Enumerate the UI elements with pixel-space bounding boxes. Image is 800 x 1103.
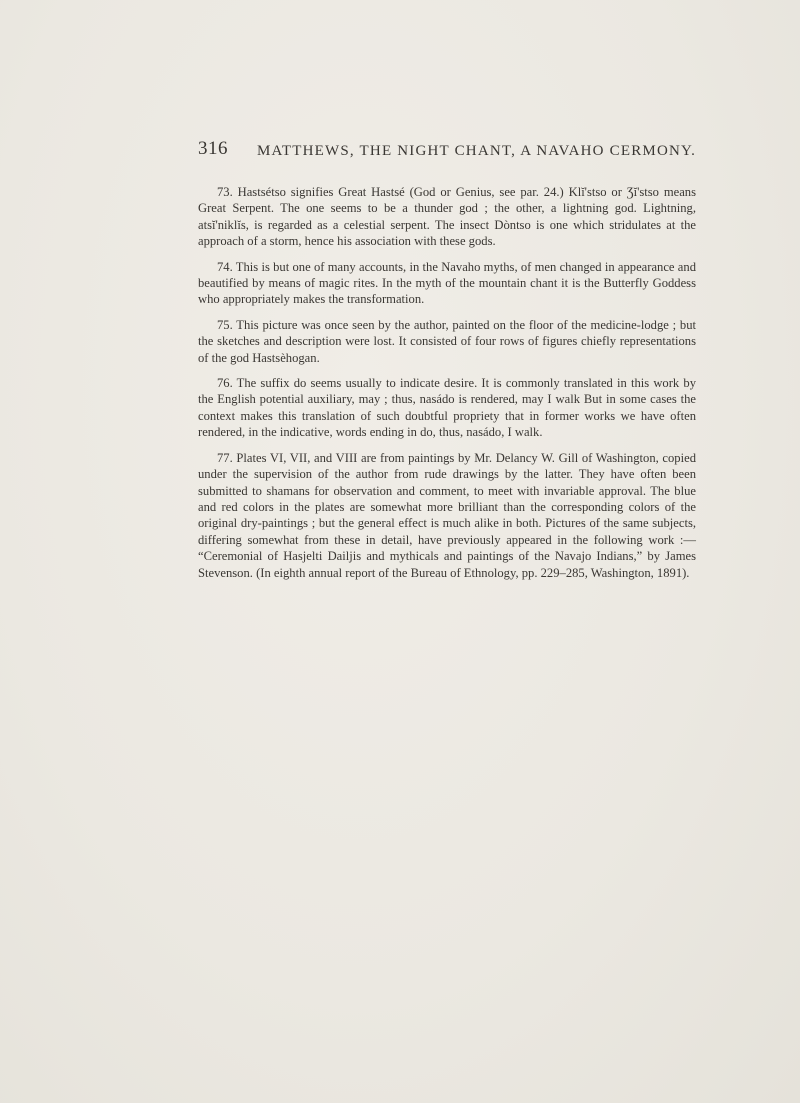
note-77: 77. Plates VI, VII, and VIII are from paintings by Mr. Delancy W. Gill of Washington, copied under the supervision of the author from rude drawings by the latter. They have often been submitted to shamans for observation and comment, to meet with invariable approval. The blue and red colors in the plates are somewhat more brilliant than the corresponding colors of the original dry-paintings ; but the general effect is much alike in both. Pictures of the same subjects, differing somewhat from these in detail, have previously appeared in the following work :— “Ceremonial of Hasjelti Dailjis and mythicals and paintings of the Navajo Indians,” by James Stevenson. (In eighth annual report of the Bureau of Ethnology, pp. 229–285, Washington, 1891). xyxy=(198,450,696,580)
note-76: 76. The suffix do seems usually to indicate desire. It is commonly translated in this work by the English potential auxiliary, may ; thus, nasádo is rendered, may I walk But in some cases the context makes this translation of such doubtful propriety that in former works we have often rendered, in the indicative, words ending in do, thus, nasádo, I walk. xyxy=(198,376,696,440)
notes-body xyxy=(198,184,696,590)
note-73: 73. Hastsétso signifies Great Hastsé (God or Genius, see par. 24.) Klĭ'stso or Ʒĭ'stso means Great Serpent. The one seems to be a thunder god ; the other, a lightning god. Lightning, atsĭ'niklĭs, is regarded as a celestial serpent. The insect Dòntso is one which stridulates at the approach of a storm, hence his association with these gods. xyxy=(198,185,696,249)
note-75: 75. This picture was once seen by the author, painted on the floor of the medicine-lodge ; but the sketches and description were lost. It consisted of four rows of figures chiefly representations of the god Hastsèhogan. xyxy=(198,317,696,365)
note-74: 74. This is but one of many accounts, in the Navaho myths, of men changed in appearance and beautified by means of magic rites. In the myth of the mountain chant it is the Butterfly Goddess who appropriately makes the transformation. xyxy=(198,259,696,307)
running-title: MATTHEWS, THE NIGHT CHANT, A NAVAHO CERMONY. xyxy=(257,143,697,159)
page-number: 316 xyxy=(198,138,228,159)
